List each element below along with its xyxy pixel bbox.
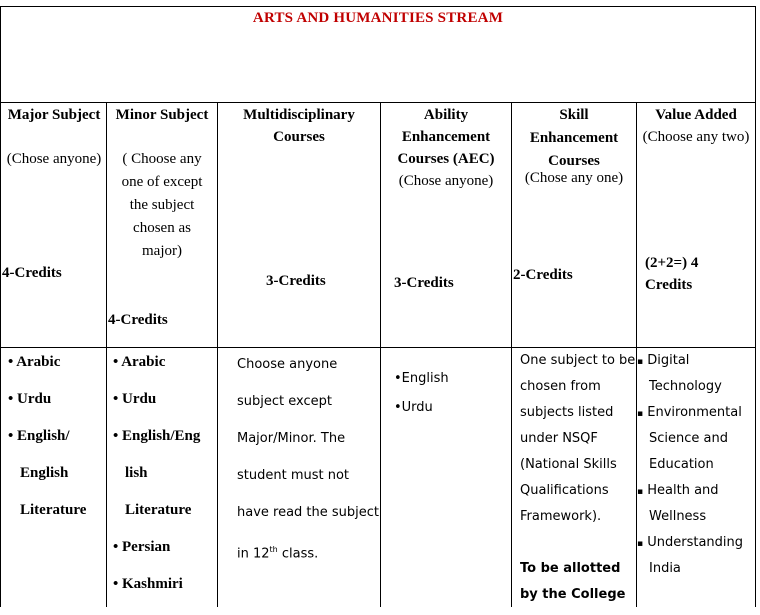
border-top [0,6,756,7]
row-separator-2 [0,347,756,348]
aec-note: (Chose anyone) [398,173,494,189]
skill-allot-line: by the College [520,587,626,602]
value-item-cont: Wellness [649,509,707,524]
row-separator-1 [0,102,756,103]
value-item-health: ▪ Health and [637,483,719,498]
multidisciplinary-line: student must not [237,468,350,483]
value-item-label: Environmental [647,405,742,420]
multidisciplinary-line: have read the subject [237,505,380,520]
col-sep-4 [511,102,512,607]
value-credits: (2+2=) 4 Credits [645,255,699,293]
major-item-label: Arabic [16,354,61,370]
skill-line: chosen from [520,379,601,394]
minor-item-label: Urdu [122,391,157,407]
minor-item-english: • English/Eng [113,428,201,444]
value-heading: Value Added [655,107,737,123]
minor-item-kashmiri: • Kashmiri [113,576,183,592]
value-item-cont: India [649,561,681,576]
major-item-literature: Literature [20,502,87,518]
value-note: (Choose any two) [642,129,750,145]
value-item-label: Understanding [647,535,744,550]
skill-line: (National Skills [520,457,617,472]
major-heading: Major Subject [7,107,101,123]
value-item-understanding: ▪ Understanding [637,535,744,550]
multidisciplinary-line [237,539,318,565]
minor-item-label: Persian [122,539,171,555]
value-item-cont: Technology [649,379,722,394]
aec-item-urdu: •Urdu [394,400,433,415]
skill-line: One subject to be [520,353,636,368]
multidisciplinary-heading: Multidisciplinary Courses [243,107,355,145]
major-item-urdu: • Urdu [8,391,52,407]
aec-heading: Ability Enhancement Courses (AEC) [397,107,495,167]
col-sep-1 [106,102,107,607]
minor-item-persian: • Persian [113,539,171,555]
value-item-cont: Education [649,457,714,472]
aec-credits: 3-Credits [394,275,454,291]
value-item-digital: ▪ Digital [637,353,690,368]
minor-heading: Minor Subject [115,107,209,123]
major-item-arabic: • Arabic [8,354,61,370]
border-right [755,6,756,607]
multidisciplinary-line: Choose anyone [237,357,338,372]
major-credits: 4-Credits [2,265,62,281]
skill-note: (Chose any one) [524,170,624,186]
multidisciplinary-line: Major/Minor. The [237,431,346,446]
border-left [0,6,1,607]
minor-credits: 4-Credits [108,312,168,328]
major-note: (Chose anyone) [6,151,102,167]
skill-allot-line: To be allotted [520,561,621,576]
minor-item-english-cont: lish [125,465,148,481]
minor-item-label: Arabic [121,354,166,370]
value-item-label: Health and [647,483,719,498]
col-sep-3 [380,102,381,607]
skill-line: subjects listed [520,405,614,420]
skill-heading: Skill Enhancement Courses [529,107,619,169]
value-item-cont: Science and [649,431,728,446]
minor-item-literature: Literature [125,502,192,518]
minor-item-arabic: • Arabic [113,354,166,370]
multidisciplinary-credits: 3-Credits [266,273,326,289]
minor-item-urdu: • Urdu [113,391,157,407]
major-item-english-cont: English [20,465,69,481]
multidisciplinary-class-num: in 12 [237,546,270,562]
minor-item-label: Kashmiri [122,576,183,592]
value-item-label: Digital [647,353,690,368]
major-item-label: Urdu [17,391,52,407]
value-item-environmental: ▪ Environmental [637,405,742,420]
aec-item-label: Urdu [401,400,433,415]
multidisciplinary-superscript: th [269,545,278,554]
aec-item-label: English [401,371,449,386]
skill-line: Framework). [520,509,602,524]
multidisciplinary-line: subject except [237,394,332,409]
major-item-label: English/ [17,428,70,444]
skill-line: Qualifications [520,483,609,498]
major-item-english: • English/ [8,428,70,444]
skill-credits: 2-Credits [513,267,573,283]
page-title: ARTS AND HUMANITIES STREAM [252,10,504,26]
minor-note: ( Choose any one of except the subject chosen as major) [121,151,203,259]
col-sep-2 [217,102,218,607]
multidisciplinary-class-word: class. [277,546,319,562]
aec-item-english: •English [394,371,449,386]
minor-item-label: English/Eng [122,428,201,444]
skill-line: under NSQF [520,431,598,446]
